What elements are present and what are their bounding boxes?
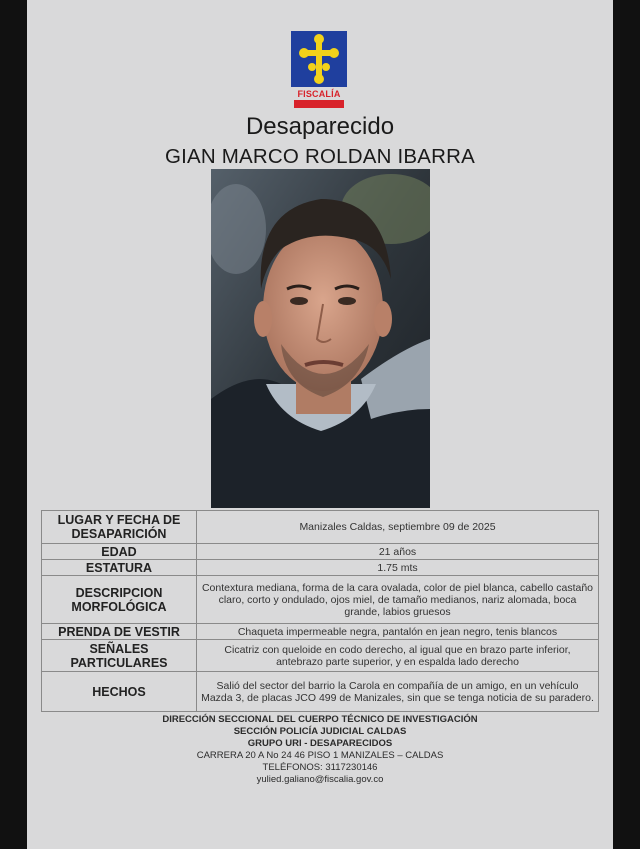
detail-value: Cicatriz con queloide en codo derecho, al igual que en brazo parte inferior, antebrazo parte superior, y en espalda lado derecho	[197, 640, 599, 672]
detail-label: PRENDA DE VESTIR	[42, 624, 197, 640]
poster-status-title: Desaparecido	[245, 113, 395, 140]
detail-label: LUGAR Y FECHA DE DESAPARICIÓN	[42, 511, 197, 544]
footer-address: CARRERA 20 A No 24 46 PISO 1 MANIZALES – CALDAS	[196, 750, 444, 761]
footer-email: yulied.galiano@fiscalia.gov.co	[256, 774, 384, 785]
logo-underline-bar	[294, 100, 344, 108]
table-row	[42, 624, 599, 640]
logo-wordmark: FISCALÍA	[297, 89, 341, 99]
detail-label: SEÑALES PARTICULARES	[42, 640, 197, 672]
missing-person-details-table	[41, 510, 599, 712]
contact-footer	[27, 714, 613, 786]
footer-group: GRUPO URI - DESAPARECIDOS	[247, 738, 393, 749]
table-row	[42, 576, 599, 624]
table-row	[42, 511, 599, 544]
table-row	[42, 544, 599, 560]
missing-person-name: GIAN MARCO ROLDAN IBARRA	[164, 145, 476, 168]
person-photo	[211, 169, 430, 508]
detail-value: Contextura mediana, forma de la cara ovalada, color de piel blanca, cabello castaño claro, corto y ondulado, ojos miel, de tamaño medianos, nariz alomada, boca grande, labios gruesos	[197, 576, 599, 624]
table-row	[42, 672, 599, 712]
detail-label: HECHOS	[42, 672, 197, 712]
detail-label: ESTATURA	[42, 560, 197, 576]
detail-value: 21 años	[197, 544, 599, 560]
detail-value: Manizales Caldas, septiembre 09 de 2025	[197, 511, 599, 544]
cross-emblem-icon	[291, 31, 347, 87]
detail-value: Salió del sector del barrio la Carola en compañía de un amigo, en un vehículo Mazda 3, de placas JCO 499 de Manizales, sin que se tenga noticia de su paradero.	[197, 672, 599, 712]
footer-section: SECCIÓN POLICÍA JUDICIAL CALDAS	[233, 726, 407, 737]
detail-label: DESCRIPCION MORFOLÓGICA	[42, 576, 197, 624]
detail-value: Chaqueta impermeable negra, pantalón en jean negro, tenis blancos	[197, 624, 599, 640]
table-row	[42, 560, 599, 576]
fiscalia-logo	[291, 31, 347, 111]
table-row	[42, 640, 599, 672]
detail-label: EDAD	[42, 544, 197, 560]
footer-phone: TELÉFONOS: 3117230146	[262, 762, 378, 773]
detail-value: 1.75 mts	[197, 560, 599, 576]
footer-directorate: DIRECCIÓN SECCIONAL DEL CUERPO TÉCNICO DE INVESTIGACIÓN	[162, 714, 478, 725]
